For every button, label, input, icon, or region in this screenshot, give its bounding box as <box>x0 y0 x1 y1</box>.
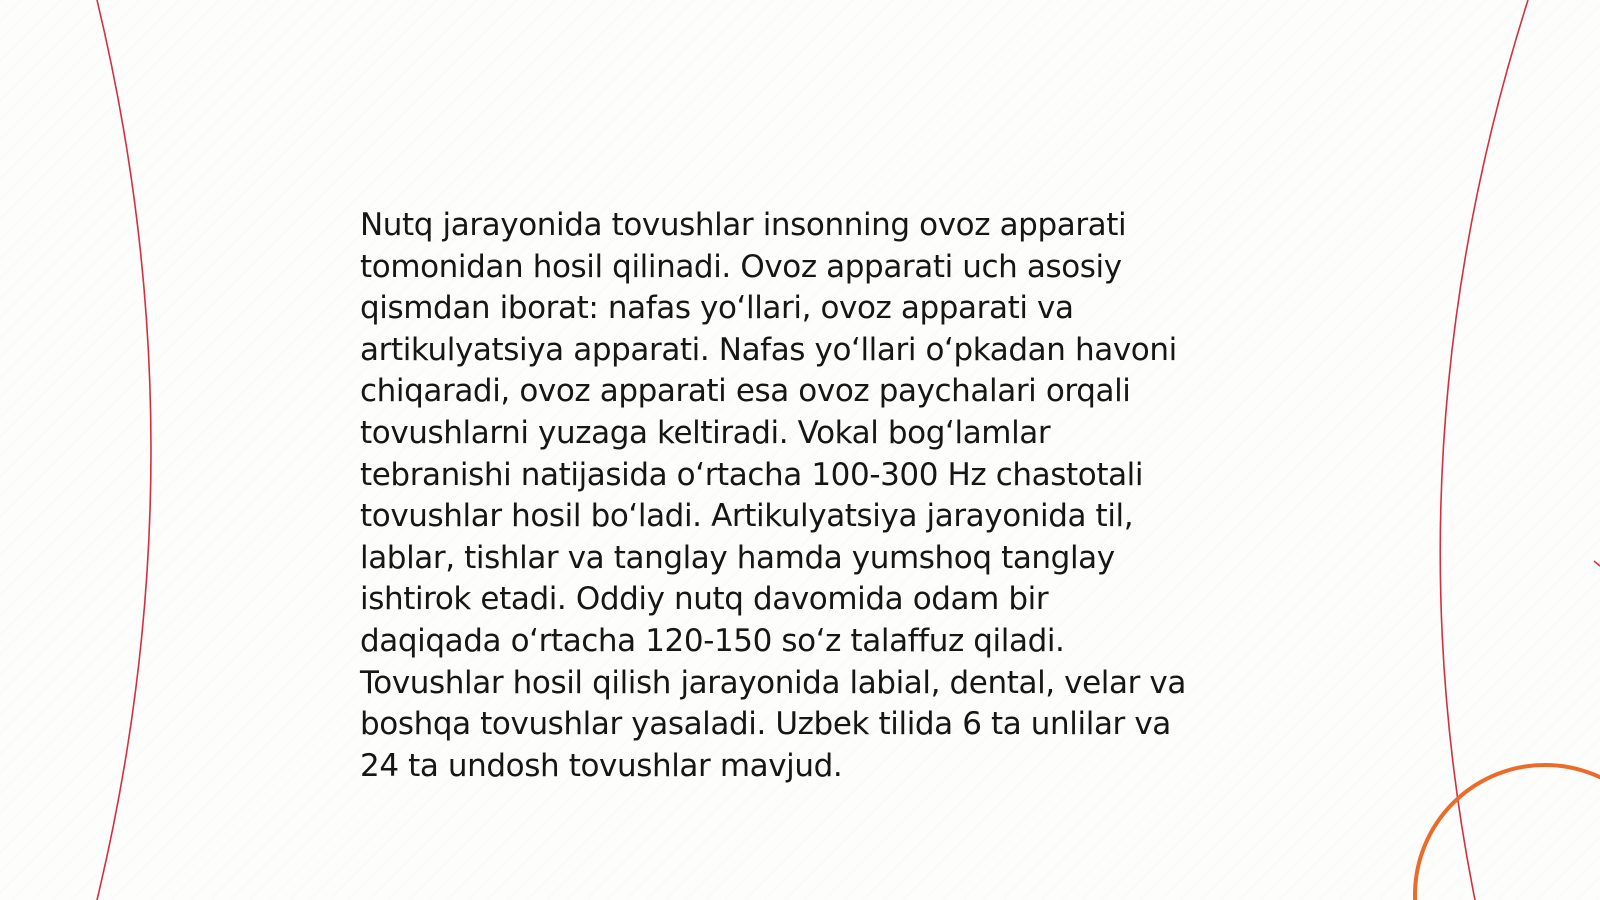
body-line: tovushlar hosil bo‘ladi. Artikulyatsiya jarayonida til, <box>360 498 1134 535</box>
small-tick-mark <box>1594 561 1600 566</box>
body-line: tovushlarni yuzaga keltiradi. Vokal bog‘lamlar <box>360 414 1051 451</box>
body-line: 24 ta undosh tovushlar mavjud. <box>360 747 843 784</box>
body-line: Tovushlar hosil qilish jarayonida labial, dental, velar va <box>360 664 1186 701</box>
body-line: ishtirok etadi. Oddiy nutq davomida odam bir <box>360 581 1049 618</box>
body-paragraph <box>360 205 1260 787</box>
right-arc-line <box>1440 0 1528 900</box>
orange-circle-outline <box>1415 765 1600 900</box>
body-line: artikulyatsiya apparati. Nafas yo‘llari o‘pkadan havoni <box>360 331 1177 368</box>
body-line: Nutq jarayonida tovushlar insonning ovoz apparati <box>360 207 1127 243</box>
body-line: lablar, tishlar va tanglay hamda yumshoq tanglay <box>360 539 1115 576</box>
body-line: tebranishi natijasida o‘rtacha 100-300 Hz chastotali <box>360 456 1144 493</box>
body-line: tomonidan hosil qilinadi. Ovoz apparati uch asosiy <box>360 248 1122 285</box>
body-line: boshqa tovushlar yasaladi. Uzbek tilida 6 ta unlilar va <box>360 706 1171 743</box>
body-line: chiqaradi, ovoz apparati esa ovoz paychalari orqali <box>360 373 1131 410</box>
body-line: daqiqada o‘rtacha 120-150 so‘z talaffuz qiladi. <box>360 622 1065 659</box>
left-arc-line <box>97 0 151 900</box>
body-line: qismdan iborat: nafas yo‘llari, ovoz apparati va <box>360 290 1074 327</box>
